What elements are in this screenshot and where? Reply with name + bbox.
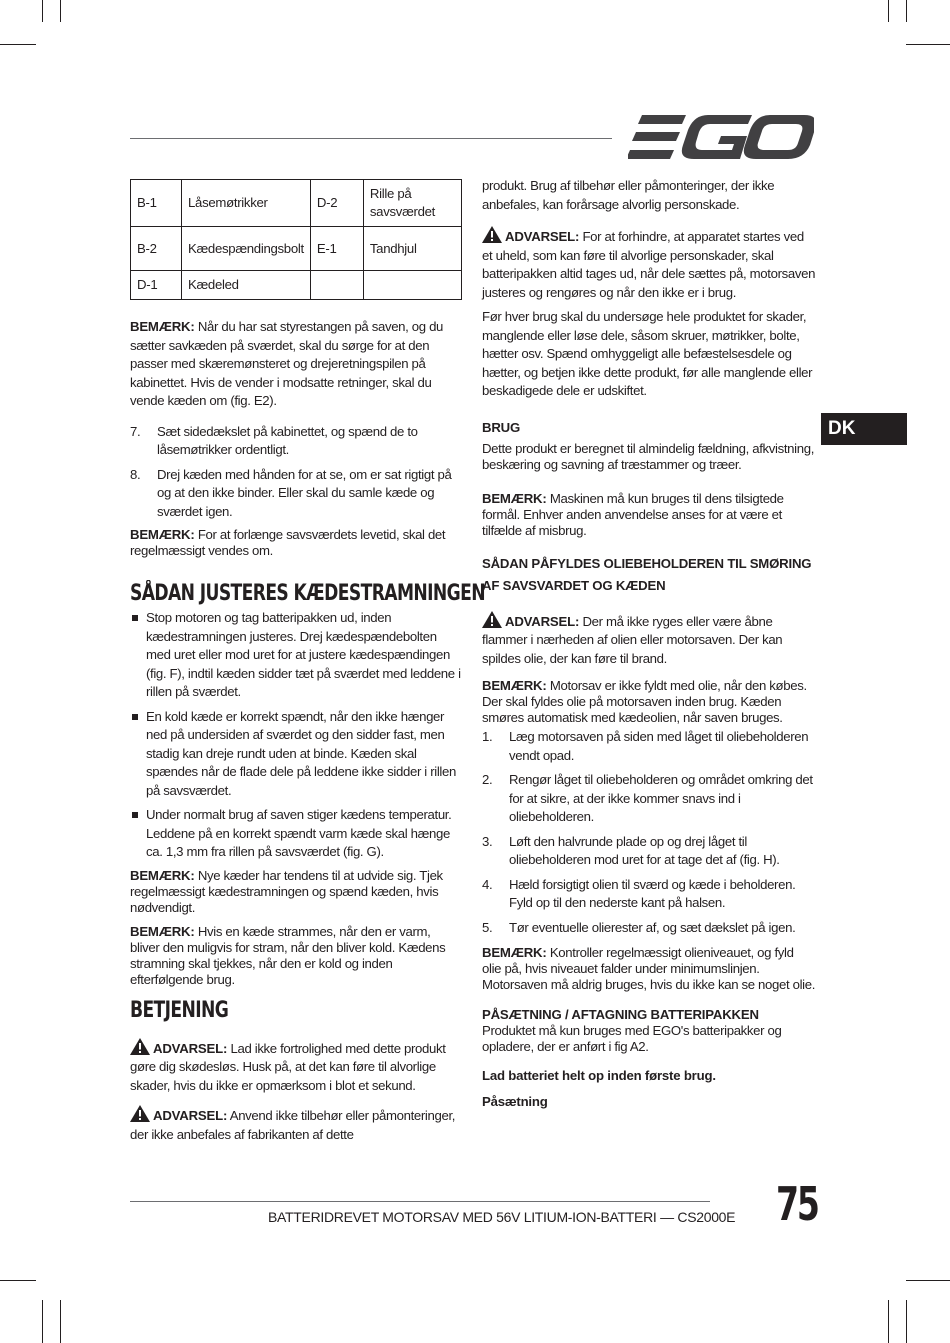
warning-text: Der må ikke ryges eller være åbne flammer i nærheden af olien eller motorsaven. Der kan spildes olie, der kan føre til brand.	[482, 613, 783, 666]
crop-mark	[0, 44, 36, 45]
warning-label: ADVARSEL:	[153, 1040, 228, 1056]
table-row	[131, 227, 462, 271]
note-text: Maskinen må kun bruges til dens tilsigtede formål. Enhver anden anvendelse anses for at være et tilfælde af misbrug.	[482, 490, 784, 538]
note-text: Når du har sat styrestangen på saven, og du sætter savkæden på sværdet, skal du sørge for at den passer med skæremønsteret og drejeretningspilen på kabinettet. Hvis de vender i modsatte retninger, skal du vende kæden om (fig. E2).	[130, 319, 444, 408]
note-text: For at forlænge savsværdets levetid, skal det regelmæssigt vendes om.	[130, 527, 446, 558]
crop-mark	[906, 0, 907, 22]
steps-list	[130, 423, 462, 522]
step-text: Løft den halvrunde plade op og drej låget til oliebeholderen mod uret for at tage det af (fig. H).	[509, 833, 780, 867]
note-text: Hvis en kæde strammes, når den er varm, bliver den muligvis for stram, når den bliver kold. Kædens stramning skal tjekkes, når den er kold og inden efterfølgende brug.	[130, 923, 446, 987]
note	[482, 491, 816, 539]
note-text: Kontroller regelmæssigt olieniveauet, og fyld olie på, hvis niveauet falder under minimumslinjen. Motorsaven må aldrig bruges, hvis du ikke kan se noget olie.	[482, 945, 816, 992]
step-text: Rengør låget til oliebeholderen og området omkring det for at sikre, at der ikke kommer snavs ind i oliebeholderen.	[509, 772, 813, 824]
paragraph: Dette produkt er beregnet til almindelig fældning, afkvistning, beskæring og savning af træstammer og træer.	[482, 440, 815, 472]
crop-mark	[888, 0, 889, 22]
paragraph: Produktet må kun bruges med EGO's batteripakker og opladere, der er anført i fig A2.	[482, 1023, 782, 1054]
warning	[482, 226, 816, 302]
warning-text: Lad ikke fortrolighed med dette produkt gøre dig skødesløs. Husk på, at det kan føre til alvorlige skader, hvis du ikke er opmærksom i blot et sekund.	[130, 1040, 446, 1093]
step-number: 1.	[482, 729, 493, 744]
warning-label: ADVARSEL:	[505, 229, 580, 244]
section-heading: SÅDAN JUSTERES KÆDESTRAMNINGEN	[130, 581, 485, 606]
crop-mark	[60, 0, 61, 22]
note-label: BEMÆRK:	[482, 678, 547, 693]
crop-mark	[42, 1300, 43, 1343]
note-text: Nye kæder har tendens til at udvide sig. Tjek regelmæssigt kædestramningen og spænd kæden, hvis nødvendigt.	[130, 867, 443, 915]
step-text: Tør eventuelle olierester af, og sæt dækslet på igen.	[509, 919, 796, 935]
table-cell: B-2	[131, 227, 182, 271]
table-cell: D-1	[131, 271, 182, 300]
table-row	[131, 271, 462, 300]
table-row	[131, 180, 462, 227]
list-item	[482, 771, 816, 827]
note	[130, 527, 462, 559]
table-cell: Rille på savsværdet	[363, 180, 461, 227]
ego-logo	[628, 113, 814, 161]
right-column	[482, 177, 816, 1115]
header-rule	[130, 138, 612, 139]
crop-mark	[906, 1300, 907, 1343]
language-tab: DK	[821, 413, 907, 445]
footer-rule	[130, 1201, 710, 1202]
note	[130, 318, 462, 411]
table-cell	[310, 271, 363, 300]
paragraph: produkt. Brug af tilbehør eller påmonteringer, der ikke anbefales, kan forårsage alvorlig personskade.	[482, 178, 775, 212]
section-heading: BRUG	[482, 419, 521, 435]
footer-text: BATTERIDREVET MOTORSAV MED 56V LITIUM-ION-BATTERI — CS2000E	[268, 1209, 736, 1225]
note	[130, 868, 462, 916]
note	[130, 924, 462, 988]
table-cell: Tandhjul	[363, 227, 461, 271]
section-heading: PÅSÆTNING / AFTAGNING BATTERIPAKKEN	[482, 1007, 759, 1022]
step-text: Drej kæden med hånden for at se, om er sat rigtigt på og at den ikke binder. Eller skal du samle kæde og sværdet igen.	[157, 466, 452, 519]
note	[482, 945, 816, 993]
warning-icon	[482, 611, 502, 628]
step-number: 3.	[482, 833, 493, 849]
crop-mark	[906, 1280, 950, 1281]
bullet-list	[130, 609, 462, 862]
section-heading: Påsætning	[482, 1094, 548, 1109]
note	[482, 678, 816, 726]
warning-icon	[482, 226, 502, 243]
note-label: BEMÆRK:	[130, 923, 195, 939]
steps-list	[482, 728, 816, 937]
page-number: 75	[776, 1177, 818, 1231]
crop-mark	[906, 44, 950, 45]
table-cell: B-1	[131, 180, 182, 227]
list-item	[482, 728, 816, 765]
step-text: Sæt sidedækslet på kabinettet, og spænd de to låsemøtrikker ordentligt.	[157, 423, 418, 457]
warning-icon	[130, 1038, 150, 1055]
note-label: BEMÆRK:	[482, 490, 547, 506]
table-cell: Låsemøtrikker	[182, 180, 311, 227]
list-item	[130, 466, 462, 522]
step-number: 7.	[130, 423, 141, 439]
warning-text: For at forhindre, at apparatet startes ved et uheld, som kan føre til alvorlige personskader, skal batteripakken altid tages ud, når dele sættes på, motorsaven justeres og rengøres og når den ikke er i brug.	[482, 229, 816, 300]
warning	[130, 1038, 462, 1096]
step-text: Hæld forsigtigt olien til sværd og kæde i beholderen. Fyld op til den nederste kant på halsen.	[509, 876, 796, 910]
parts-table	[130, 179, 462, 300]
crop-mark	[888, 1300, 889, 1343]
table-cell: E-1	[310, 227, 363, 271]
warning-label: ADVARSEL:	[505, 613, 580, 629]
table-cell: Kædespændingsbolt	[182, 227, 311, 271]
crop-mark	[60, 1300, 61, 1343]
table-cell: D-2	[310, 180, 363, 227]
warning-label: ADVARSEL:	[153, 1108, 228, 1123]
list-item	[130, 423, 462, 460]
list-item	[482, 876, 816, 913]
table-cell	[363, 271, 461, 300]
note-label: BEMÆRK:	[482, 945, 547, 960]
crop-mark	[0, 1280, 36, 1281]
note-label: BEMÆRK:	[130, 867, 195, 883]
warning	[482, 611, 816, 669]
table-cell: Kædeled	[182, 271, 311, 300]
list-item: Under normalt brug af saven stiger kædens temperatur. Leddene på en korrekt spændt varm kæde skal hænge ca. 1,3 mm fra rillen på savsværdet (fig. G).	[130, 806, 462, 862]
step-number: 4.	[482, 876, 493, 892]
step-number: 2.	[482, 772, 493, 787]
list-item: Stop motoren og tag batteripakken ud, inden kædestramningen justeres. Drej kædespændebolten med uret eller mod uret for at justere kædespændingen (fig. F), indtil kæden sidder tæt på sværdet med leddene i rillen på sværdet.	[130, 609, 462, 702]
charge-note: Lad batteriet helt op inden første brug.	[482, 1068, 716, 1083]
note-text: Motorsav er ikke fyldt med olie, når den købes. Der skal fyldes olie på motorsaven inden brug. Kæden smøres automatisk med kædeolien, når saven bruges.	[482, 678, 807, 725]
paragraph: Før hver brug skal du undersøge hele produktet for skader, manglende eller løse dele, såsom skruer, møtrikker, bolte, hætter osv. Spænd omhyggeligt alle befæstelsesdele og hætter, og betjen ikke dette produkt, før alle manglende eller beskadigede dele er udskiftet.	[482, 309, 813, 398]
list-item	[482, 833, 816, 870]
step-text: Læg motorsaven på siden med låget til oliebeholderen vendt opad.	[509, 729, 809, 763]
list-item	[482, 919, 816, 938]
warning	[130, 1105, 462, 1144]
section-heading: BETJENING	[130, 997, 229, 1023]
warning-text: Anvend ikke tilbehør eller påmonteringer, der ikke anbefales af fabrikanten af dette	[130, 1108, 456, 1142]
crop-mark	[42, 0, 43, 22]
warning-icon	[130, 1105, 150, 1122]
step-number: 5.	[482, 919, 493, 935]
note-label: BEMÆRK:	[130, 527, 195, 542]
step-number: 8.	[130, 466, 141, 482]
left-column	[130, 179, 485, 1152]
ego-logo-text: EGO	[628, 113, 631, 114]
note-label: BEMÆRK:	[130, 319, 195, 334]
section-heading: SÅDAN PÅFYLDES OLIEBEHOLDEREN TIL SMØRING AF SAVSVARDET OG KÆDEN	[482, 555, 812, 593]
list-item: En kold kæde er korrekt spændt, når den ikke hænger ned på undersiden af sværdet og den sidder fast, men stadig kan dreje rundt uden at binde. Kæden skal spændes når de flade dele på leddene ikke sidder i rillen på savsværdet.	[130, 708, 462, 801]
